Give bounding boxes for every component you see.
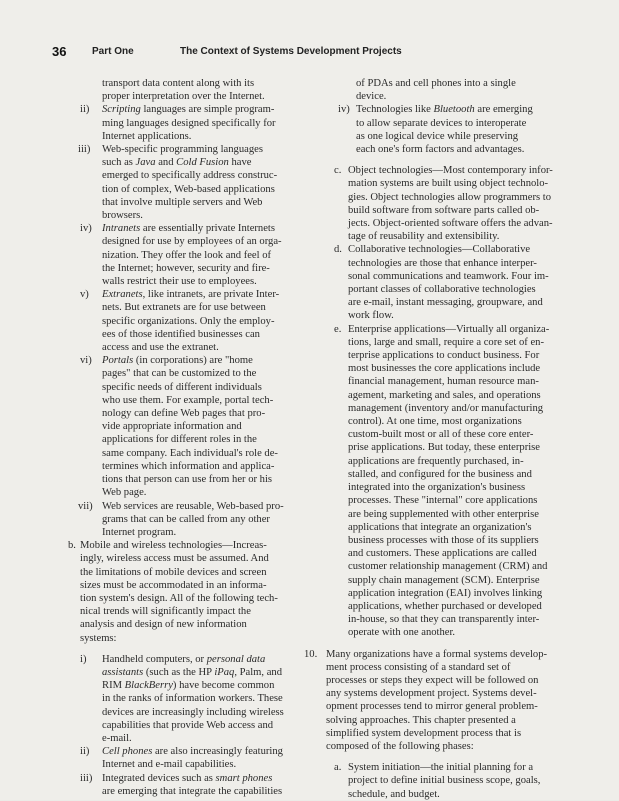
lettered-item (304, 243, 548, 322)
sub-list-item (70, 653, 306, 745)
text-line: in the ranks of information workers. These (102, 693, 283, 705)
page-number: 36 (52, 44, 67, 59)
text-line: specific needs of different individuals (102, 381, 262, 393)
text-line: nization. They offer the look and feel of (102, 249, 272, 261)
text-line: tion of complex, Web-based applications (102, 183, 275, 195)
text-line: sizes must be accommodated in an informa- (80, 579, 267, 591)
text-line: processes. These "internal" core applications (348, 495, 538, 507)
item-label: a. (334, 762, 342, 774)
text-line: business processes with those of its suppliers (348, 534, 539, 546)
text-line: specific organizations. Only the employ- (102, 315, 275, 327)
numbered-item (304, 648, 548, 754)
text-line: who use them. For example, portal tech- (102, 394, 274, 406)
text-line: pages" that can be customized to the (102, 368, 257, 380)
text-line: Internet program. (102, 526, 177, 538)
text-line: tions that person can use from her or his (102, 474, 273, 486)
item-label: c. (334, 165, 342, 177)
lettered-item (304, 323, 548, 640)
text-line: applications, whether purchased or developed (348, 600, 542, 612)
text-line: devices are increasingly including wireless (102, 706, 284, 718)
running-head (52, 44, 572, 62)
text-line: tion system's design. All of the following tech- (80, 592, 278, 604)
list-item (70, 222, 306, 288)
text-line: Handheld computers, or personal data (102, 653, 266, 665)
text-line: financial management, human resource man- (348, 376, 539, 388)
text-line: grams that can be called from any other (102, 513, 270, 525)
text-line: most businesses the core applications include (348, 363, 541, 375)
text-line: ment process consisting of a standard set of (326, 661, 511, 673)
text-line: designed for use by employees of an orga- (102, 236, 282, 248)
text-line: Web services are reusable, Web-based pro- (102, 500, 284, 512)
text-line: Object technologies—Most contemporary infor- (348, 165, 553, 177)
text-line: such as Java and Cold Fusion have (102, 157, 252, 169)
text-line: project to define initial business scope, goals, (348, 775, 541, 787)
text-line: any systems development project. Systems devel- (326, 688, 537, 700)
continued-paragraph (304, 77, 548, 103)
text-line: of PDAs and cell phones into a single (356, 78, 516, 89)
text-line: integrated into the organization's business (348, 482, 526, 494)
item-label: b. (68, 540, 76, 552)
item-label: vii) (78, 500, 93, 512)
text-line: management (inventory and/or manufacturing (348, 402, 544, 414)
text-line: control). At one time, most organizations (348, 416, 522, 428)
text-line: supply chain management (SCM). Enterprise (348, 574, 540, 586)
sub-list-item (70, 772, 306, 798)
text-line: simplified system development process that is (326, 727, 522, 739)
item-label: e. (334, 323, 342, 335)
item-label: d. (334, 244, 342, 256)
text-line: capabilities that provide Web access and (102, 719, 274, 731)
right-column (304, 77, 553, 801)
text-line: application integration (EAI) involves linking (348, 587, 543, 599)
text-line: each one's form factors and advantages. (356, 144, 525, 156)
text-line: analysis and design of new information (80, 619, 247, 631)
lettered-item (304, 164, 553, 243)
list-item (304, 103, 548, 156)
text-line: terprise applications to conduct business. For (348, 350, 540, 362)
text-line: processes or steps they expect will be followed on (326, 674, 539, 686)
text-line: schedule, and budget. (348, 788, 440, 800)
text-line: the Internet; however, security and fire- (102, 262, 270, 274)
list-item (70, 354, 306, 499)
text-line: systems: (80, 632, 117, 644)
lettered-item (304, 761, 548, 801)
item-label: vi) (80, 355, 92, 367)
list-item (70, 103, 306, 143)
text-line: RIM BlackBerry) have become common (102, 680, 275, 692)
item-label: v) (80, 289, 89, 301)
text-line: technologies are those that enhance interper- (348, 257, 537, 269)
list-item (70, 500, 306, 540)
item-label: iv) (338, 104, 350, 116)
text-line: Extranets, like intranets, are private Inter- (102, 289, 280, 301)
text-line: opment processes tend to mirror general problem- (326, 701, 538, 713)
text-line: are e-mail, instant messaging, groupware, and (348, 297, 543, 309)
text-line: sonal communications and teamwork. Four im- (348, 270, 549, 282)
text-line: custom-built most or all of these core enter- (348, 429, 534, 441)
text-line: Intranets are essentially private Internets (102, 223, 275, 235)
text-line: are emerging that integrate the capabilities (102, 785, 283, 797)
sub-list-item (70, 745, 306, 771)
text-line: vide appropriate information and (102, 421, 242, 433)
text-line: composed of the following phases: (326, 740, 474, 752)
text-line: Collaborative technologies—Collaborative (348, 244, 531, 256)
text-line: Technologies like Bluetooth are emerging (356, 104, 533, 116)
text-line: e-mail. (102, 732, 132, 744)
item-label: i) (80, 653, 87, 665)
text-line: as one logical device while preserving (356, 130, 519, 142)
text-line: tions, large and small, require a core set of en- (348, 336, 545, 348)
text-line: operate with one another. (348, 627, 456, 639)
text-line: solving approaches. This chapter presented a (326, 714, 516, 726)
text-line: Mobile and wireless technologies—Increas- (80, 540, 267, 552)
list-item-b (70, 539, 306, 645)
text-line: ingly, wireless access must be assumed. And (80, 553, 269, 565)
item-label: iii) (80, 772, 93, 784)
list-item (70, 288, 306, 354)
text-line: the limitations of mobile devices and screen (80, 566, 267, 578)
chapter-title: The Context of Systems Development Projects (180, 46, 402, 57)
list-item (70, 143, 306, 222)
item-label: iv) (80, 223, 92, 235)
item-label: ii) (80, 746, 90, 758)
text-line: jects. Object-oriented software offers the advan- (348, 218, 553, 230)
text-line: Web page. (102, 487, 147, 499)
text-line: emerged to specifically address construc- (102, 170, 278, 182)
text-line: access and use the extranet. (102, 342, 219, 354)
text-line: browsers. (102, 210, 143, 222)
text-line: mation systems are built using object technolo- (348, 178, 549, 190)
text-line: build software from software parts called ob- (348, 204, 540, 216)
text-line: nical trends will significantly impact the (80, 606, 251, 618)
item-label: iii) (78, 144, 91, 156)
text-line: same company. Each individual's role de- (102, 447, 278, 459)
text-line: to allow separate devices to interoperate (356, 117, 527, 129)
text-line: applications are frequently purchased, in- (348, 455, 524, 467)
text-line: Web-specific programming languages (102, 144, 263, 156)
text-line: tage of reusability and extensibility. (348, 231, 500, 243)
text-line: work flow. (348, 310, 394, 322)
text-line: customer relationship management (CRM) and (348, 561, 548, 573)
text-line: transport data content along with its (102, 78, 255, 89)
text-line: prise applications. But today, these enterprise (348, 442, 541, 454)
text-line: in-house, so that they can transparently inter- (348, 614, 540, 626)
text-line: Cell phones are also increasingly featuring (102, 746, 283, 758)
text-line: ees of those identified businesses can (102, 328, 260, 340)
text-line: Portals (in corporations) are "home (102, 355, 253, 367)
text-line: and customers. These applications are called (348, 548, 537, 560)
text-line: proper interpretation over the Internet. (102, 91, 265, 103)
text-line: applications for different roles in the (102, 434, 257, 446)
text-line: are being supplemented with other enterprise (348, 508, 539, 520)
text-line: applications that integrate an organization's (348, 521, 532, 533)
text-line: portant classes of collaborative technologies (348, 284, 536, 296)
text-line: walls restrict their use to employees. (102, 276, 257, 288)
text-line: System initiation—the initial planning for a (348, 762, 534, 774)
text-line: that involve multiple servers and Web (102, 196, 263, 208)
text-line: Many organizations have a formal systems develop- (326, 648, 548, 660)
left-column (70, 77, 306, 798)
text-line: Enterprise applications—Virtually all organiza- (348, 323, 550, 335)
text-line: assistants (such as the HP iPaq, Palm, and (102, 666, 283, 678)
text-line: Scripting languages are simple program- (102, 104, 275, 116)
text-line: Integrated devices such as smart phones (102, 772, 273, 784)
text-line: nets. But extranets are for use between (102, 302, 266, 314)
item-label: ii) (80, 104, 90, 116)
text-line: device. (356, 91, 387, 103)
text-line: nology can define Web pages that pro- (102, 408, 266, 420)
text-line: ming languages designed specifically for (102, 117, 276, 129)
text-line: termines which information and applica- (102, 460, 275, 472)
text-line: Internet applications. (102, 130, 192, 142)
part-title: Part One (92, 46, 134, 57)
text-line: gies. Object technologies allow programmers to (348, 191, 551, 203)
item-label: 10. (304, 648, 318, 660)
text-line: Internet and e-mail capabilities. (102, 759, 237, 771)
continued-paragraph (70, 77, 306, 103)
text-line: agement, marketing and sales, and operations (348, 389, 541, 401)
text-line: stalled, and configured for the business and (348, 468, 532, 480)
